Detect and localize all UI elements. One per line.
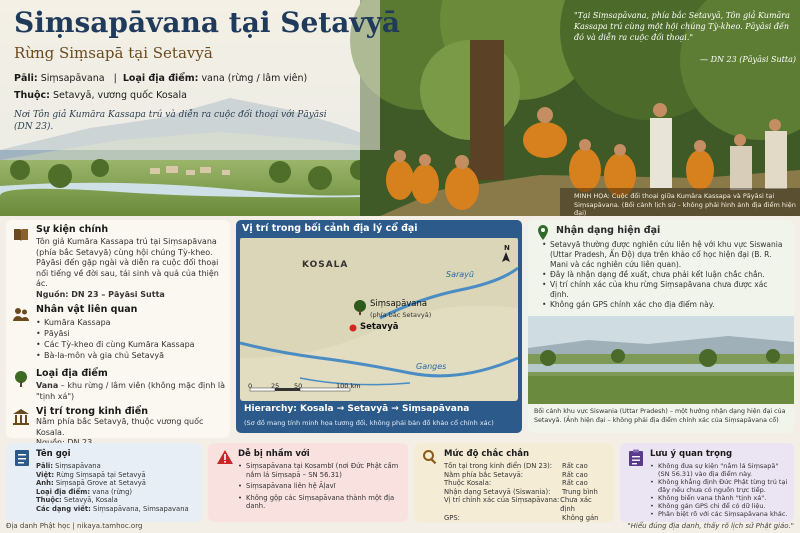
left-panel xyxy=(6,220,230,438)
names-key: Thuộc: xyxy=(36,496,62,505)
names-key: Loại địa điểm: xyxy=(36,487,91,496)
names-key: Pāli: xyxy=(36,462,53,470)
confuse-list xyxy=(238,462,402,511)
people-icon xyxy=(12,306,30,324)
scale-0: 0 xyxy=(248,382,253,390)
meta-pali-type: Pāli: Siṃsapāvana | Loại địa điểm: vana (rừng / lâm viên) xyxy=(14,73,308,84)
names-value: Siṃsapāvana xyxy=(52,462,101,470)
page-subtitle: Rừng Siṃsapā tại Setavyā xyxy=(14,44,213,62)
modern-title: Nhận dạng hiện đại xyxy=(556,225,661,236)
notes-box xyxy=(620,443,794,522)
people-item: • Kumāra Kassapa xyxy=(36,317,226,328)
modern-list xyxy=(542,240,788,310)
event-source: Nguồn: DN 23 – Pāyāsi Sutta xyxy=(36,289,165,299)
modern-photo xyxy=(528,316,794,404)
scale-25: 25 xyxy=(271,382,280,390)
map-river2-label: Ganges xyxy=(416,362,447,371)
confuse-item: • Không gộp các Siṃsapāvana thành một địa danh. xyxy=(238,494,402,511)
hero-quote: "Tại Siṃsapāvana, phía bắc Setavyā, Tôn giả Kumāra Kassapa trú cùng một hội chúng Tỳ-kheo. Pāyāsi đến đó và diễn ra cuộc đối thoại." xyxy=(574,11,790,42)
modern-item: • Không gán GPS chính xác cho địa điểm này. xyxy=(542,300,788,310)
people-item: • Các Tỳ-kheo đi cùng Kumāra Kassapa xyxy=(36,339,226,350)
right-panel xyxy=(528,220,794,433)
names-row xyxy=(36,479,196,488)
certainty-value: Rất cao xyxy=(562,462,588,470)
event-title: Sự kiện chính xyxy=(36,224,109,235)
belongs-value: Setavyā, vương quốc Kosala xyxy=(53,90,187,101)
names-value: vana (rừng) xyxy=(90,487,133,496)
certainty-key: Thuộc Kosala: xyxy=(444,479,492,488)
map-hierarchy: Hierarchy: Kosala → Setavyā → Siṃsapāvana xyxy=(244,404,470,414)
names-value: Siṃsapāvana, Simsapavana xyxy=(90,504,189,513)
tree-icon xyxy=(12,370,30,388)
confuse-box xyxy=(208,443,408,522)
warning-icon xyxy=(216,449,234,465)
map-note: (Sơ đồ mang tính minh họa tương đối, không phải bản đồ khảo cổ chính xác) xyxy=(244,419,494,427)
names-title: Tên gọi xyxy=(36,449,71,459)
certainty-title: Mức độ chắc chắn xyxy=(444,449,530,459)
people-item: • Bà-la-môn và gia chủ Setavyā xyxy=(36,350,226,361)
type-value: vana (rừng / lâm viên) xyxy=(201,73,308,84)
certainty-row xyxy=(444,462,608,471)
map-illustration xyxy=(240,238,518,401)
certainty-value: Rất cao xyxy=(562,479,588,488)
notes-item: • Không biến vana thành "tịnh xá". xyxy=(650,494,788,502)
type-label: Loại địa điểm: xyxy=(122,73,199,84)
notes-list xyxy=(650,462,788,518)
page-title: Siṃsapāvana tại Setavyā xyxy=(14,6,401,39)
map-panel xyxy=(236,220,522,433)
map-place1-label: Siṃsapāvana xyxy=(370,299,428,309)
hero-banner xyxy=(0,0,800,216)
event-text: Tôn giả Kumāra Kassapa trú tại Siṃsapāvana (phía bắc Setavyā) cùng hội chúng Tỳ-kheo. Pāyāsi đến gặp ngài và diễn ra cuộc đối thoại nổi tiếng về đời sau, tái sinh và quả của thiện ác. xyxy=(36,237,219,288)
temple-icon xyxy=(12,408,30,426)
meta-belongs xyxy=(14,90,187,101)
names-key: Việt: xyxy=(36,470,55,479)
pali-value: Siṃsapāvana xyxy=(40,73,105,84)
confuse-title: Dễ bị nhầm với xyxy=(238,449,310,459)
certainty-value: Chưa xác định xyxy=(560,496,592,513)
names-value: Rừng Siṃsapā tại Setavyā xyxy=(54,470,146,479)
names-key: Các dạng viết: xyxy=(36,504,91,513)
certainty-row xyxy=(444,514,608,523)
people-list xyxy=(36,317,226,361)
names-value: Setavyā, Kosala xyxy=(61,496,118,505)
certainty-box xyxy=(414,443,614,522)
certainty-value: Trung bình xyxy=(562,487,598,496)
type-title: Loại địa điểm xyxy=(36,368,108,379)
names-row xyxy=(36,488,196,497)
pali-label: Pāli: xyxy=(14,73,38,84)
certainty-value: Không gán xyxy=(562,513,599,522)
map-header: Vị trí trong bối cảnh địa lý cổ đại xyxy=(242,223,418,234)
scale-100: 100 km xyxy=(336,382,361,390)
confuse-item: • Siṃsapāvana liên hệ Āḷavī xyxy=(238,482,402,491)
confuse-item: • Siṃsapāvana tại Kosambī (nơi Đức Phật cầm nắm lá Siṃsapā – SN 56.31) xyxy=(238,462,402,479)
certainty-row xyxy=(444,488,608,497)
hero-caption: MINH HỌA: Cuộc đối thoại giữa Kumāra Kassapa và Pāyāsi tại Siṃsapāvana. (Bối cảnh lịch sử – không phải hình ảnh địa điểm hiện đại) xyxy=(574,192,796,216)
type-text: – khu rừng / lâm viên (không mặc định là "tịnh xá") xyxy=(36,381,226,401)
certainty-key: Nhận dạng Setavyā (Siswania): xyxy=(444,487,551,496)
certainty-value: Rất cao xyxy=(562,470,588,479)
modern-item: • Đây là nhận dạng đề xuất, chưa phải kết luận chắc chắn. xyxy=(542,270,788,280)
type-desc xyxy=(36,381,226,402)
clipboard-icon xyxy=(628,449,644,467)
map-place1-note: (phía bắc Setavyā) xyxy=(370,311,432,319)
map-river1-label: Sarayū xyxy=(446,270,474,279)
scale-50: 50 xyxy=(294,382,303,390)
notes-item: • Không đưa sự kiện "nắm lá Siṃsapā" (SN 56.31) vào địa điểm này. xyxy=(650,462,788,478)
names-key: Anh: xyxy=(36,479,54,488)
book-icon xyxy=(12,226,30,244)
magnifier-icon xyxy=(422,449,438,465)
certainty-key: Nằm phía bắc Setavyā: xyxy=(444,470,524,479)
modern-item: • Vị trí chính xác của khu rừng Siṃsapāvana chưa được xác định. xyxy=(542,280,788,300)
names-row xyxy=(36,505,196,514)
notes-item: • Không gán GPS chi để có dữ liệu. xyxy=(650,502,788,510)
notes-item: • Phân biệt rõ với các Siṃsapāvana khác. xyxy=(650,510,788,518)
map-place2-label: Setavyā xyxy=(360,322,399,332)
type-bold: Vana xyxy=(36,381,59,390)
certainty-row xyxy=(444,471,608,480)
map-region-label: KOSALA xyxy=(302,260,349,270)
names-row xyxy=(36,462,196,471)
hero-quote-source: — DN 23 (Pāyāsi Sutta) xyxy=(700,55,796,64)
certainty-key: Tồn tại trong kinh điển (DN 23): xyxy=(444,462,553,470)
canon-title: Vị trí trong kinh điển xyxy=(36,406,149,417)
notes-item: • Không khẳng định Đức Phật từng trú tại đây nếu chưa có nguồn trực tiếp. xyxy=(650,478,788,494)
certainty-key: GPS: xyxy=(444,513,460,522)
names-box xyxy=(6,443,202,522)
certainty-key: Vị trí chính xác của Siṃsapāvana: xyxy=(444,496,560,505)
modern-item: • Setavyā thường được nghiên cứu liên hệ với khu vực Siswania (Uttar Pradesh, Ấn Độ) dựa trên khảo cổ học hiện đại (B. R. Mani và các nghiên cứu liên quan). xyxy=(542,240,788,270)
names-row xyxy=(36,471,196,480)
hero-description: Nơi Tôn giả Kumāra Kassapa trú và diễn ra cuộc đối thoại với Pāyāsi (DN 23). xyxy=(14,110,327,132)
belongs-label: Thuộc: xyxy=(14,90,50,101)
document-icon xyxy=(14,449,30,467)
footer-site: Địa danh Phật học | nikaya.tamhoc.org xyxy=(6,522,143,530)
people-title: Nhân vật liên quan xyxy=(36,304,138,315)
names-row xyxy=(36,496,196,505)
names-value: Siṃsapā Grove at Setavyā xyxy=(53,479,146,488)
canon-text: Nằm phía bắc Setavyā, thuộc vương quốc Kosala. xyxy=(36,417,204,437)
people-item: • Pāyāsi xyxy=(36,328,226,339)
map-north-label: N xyxy=(504,244,510,252)
certainty-row xyxy=(444,479,608,488)
notes-title: Lưu ý quan trọng xyxy=(650,449,733,459)
footer-slogan: "Hiểu đúng địa danh, thấy rõ lịch sử Phật giáo." xyxy=(627,522,794,530)
modern-photo-caption: Bối cảnh khu vực Siswania (Uttar Pradesh) – một hướng nhận dạng hiện đại của Setavyā. (Ảnh hiện đại – không phải địa điểm chính xác của Siṃsapāvana cổ) xyxy=(534,408,786,424)
certainty-row xyxy=(444,496,608,513)
